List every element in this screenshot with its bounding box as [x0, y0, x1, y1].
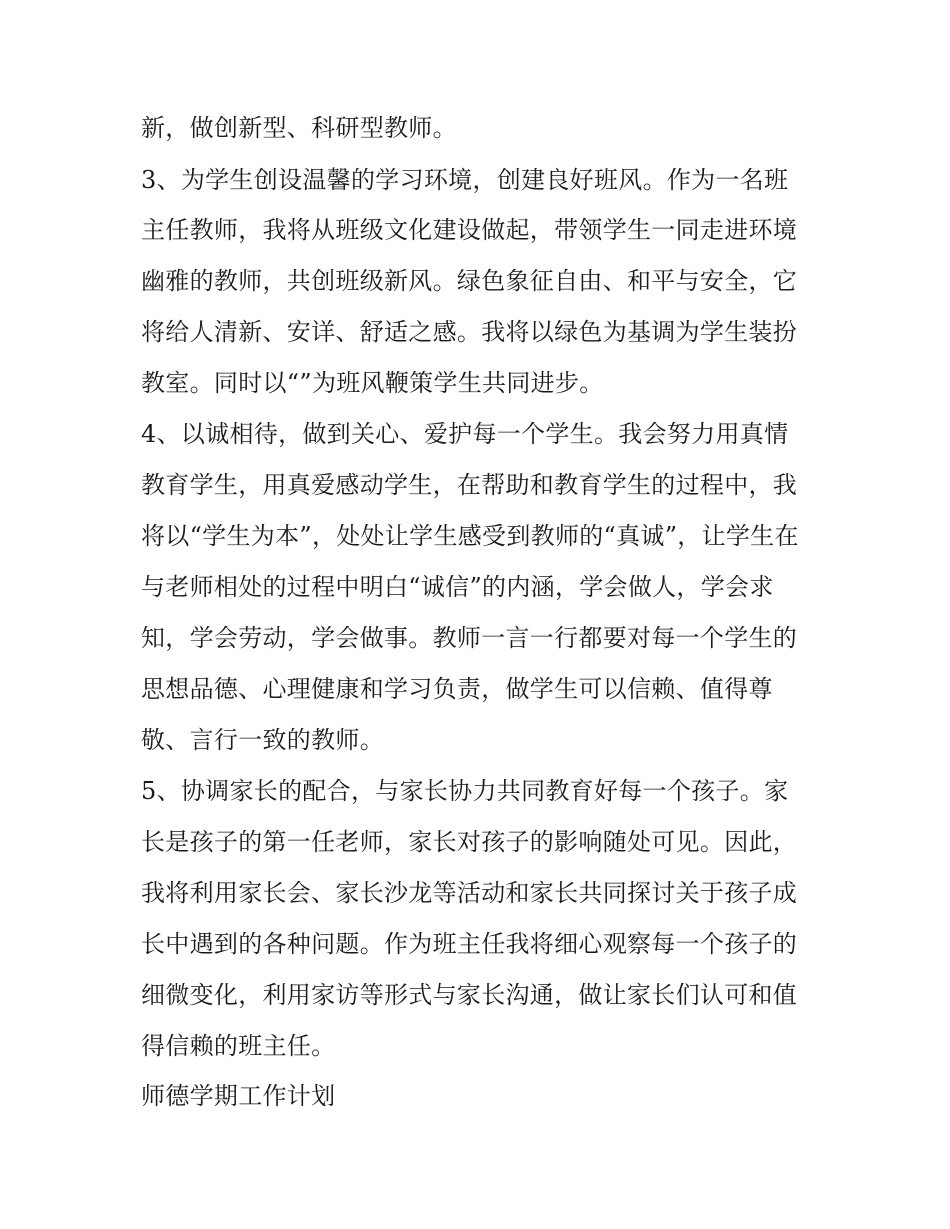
text-line: 敬、言行一致的教师。: [141, 726, 384, 754]
text-line: 教室。同时以“”为班风鞭策学生共同进步。: [141, 369, 604, 397]
text-line: 主任教师，我将从班级文化建设做起，带领学生一同走进环境: [141, 216, 798, 244]
text-line: 细微变化，利用家访等形式与家长沟通，做让家长们认可和值: [141, 981, 798, 1009]
text-line: 将给人清新、安详、舒适之感。我将以绿色为基调为学生装扮: [141, 318, 798, 346]
text-line: 得信赖的班主任。: [141, 1032, 336, 1060]
text-line: 3、为学生创设温馨的学习环境，创建良好班风。作为一名班: [141, 166, 789, 194]
text-line: 思想品德、心理健康和学习负责，做学生可以信赖、值得尊: [141, 675, 773, 703]
text-line: 与老师相处的过程中明白“诚信”的内涵，学会做人，学会求: [141, 573, 774, 601]
text-line: 5、协调家长的配合，与家长协力共同教育好每一个孩子。家: [141, 777, 789, 805]
text-line: 长中遇到的各种问题。作为班主任我将细心观察每一个孩子的: [141, 930, 798, 958]
text-line: 幽雅的教师，共创班级新风。绿色象征自由、和平与安全，它: [141, 267, 798, 295]
section-title: 师德学期工作计划: [141, 1082, 336, 1110]
text-line: 4、以诚相待，做到关心、爱护每一个学生。我会努力用真情: [141, 420, 789, 448]
text-line: 新，做创新型、科研型教师。: [141, 114, 457, 142]
text-line: 我将利用家长会、家长沙龙等活动和家长共同探讨关于孩子成: [141, 879, 798, 907]
text-line: 知，学会劳动，学会做事。教师一言一行都要对每一个学生的: [141, 624, 798, 652]
text-line: 将以“学生为本”，处处让学生感受到教师的“真诚”，让学生在: [141, 522, 799, 550]
text-line: 长是孩子的第一任老师，家长对孩子的影响随处可见。因此，: [141, 828, 798, 856]
text-line: 教育学生，用真爱感动学生，在帮助和教育学生的过程中，我: [141, 471, 798, 499]
